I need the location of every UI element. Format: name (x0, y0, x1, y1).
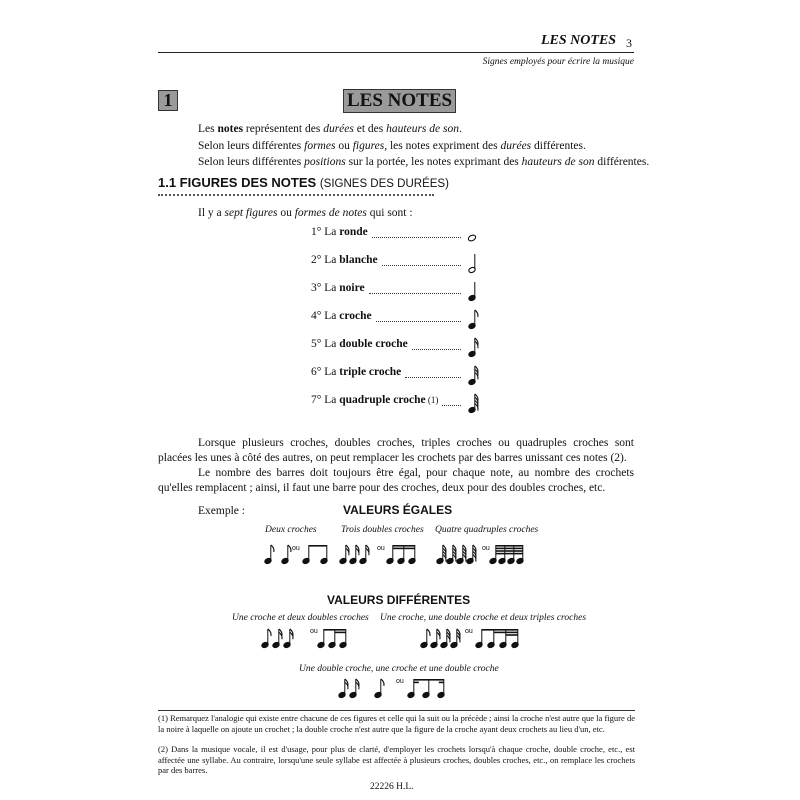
text-run: représentent des (243, 123, 324, 135)
text-run: durées (500, 139, 532, 152)
note-figure-prefix: 6° La (311, 366, 340, 378)
note-figure-prefix: 5° La (311, 338, 340, 350)
note-beam (414, 679, 444, 681)
footnote-2: (2) Dans la musique vocale, il est d'usage, pour plus de clarté, d'employer les crochets lorsqu'à chaque croche, double croche, etc., est affectée une syllabe. Au contraire, lorsqu'une seule syllabe est affectée à plusieurs croches, doubles croches, etc., on remplace les crochets par des barres. (158, 744, 635, 775)
text-run: positions (304, 156, 346, 168)
note-beam (496, 548, 523, 550)
note-beam (494, 632, 506, 634)
text-run: formes de notes (294, 207, 367, 219)
chapter-title: LES NOTES (343, 89, 456, 113)
caption-quatre-quadruples-croches: Quatre quadruples croches (435, 525, 539, 535)
note-beam (496, 550, 523, 552)
text-run: hauteurs de son (521, 156, 595, 168)
text-run: Il y a (198, 207, 225, 219)
note-beam (506, 632, 518, 634)
footnote-1: (1) Remarquez l'analogie qui existe entre chacune de ces figures et celle qui la suit ou la précède ; ainsi la croche n'est autre que la figure de la noire à laquelle on ajoute un crochet ; la double croche n'est autre que la figure de la croche ayant deux crochets au lieu d'un, etc. (158, 713, 635, 734)
ou-label: ou (396, 678, 404, 685)
caption-croche-deux-doubles: Une croche et deux doubles croches (232, 613, 369, 623)
text-run: ou (335, 139, 353, 152)
running-header-subtitle: Signes employés pour écrire la musique (482, 57, 634, 67)
text-run: sept figures (224, 207, 278, 219)
section-title: 1.1 FIGURES DES NOTES (158, 175, 317, 190)
note-figure-prefix: 2° La (311, 254, 340, 266)
text-run: qui sont : (366, 207, 413, 219)
note-figure-name: croche (339, 310, 372, 322)
text-run: différentes. (531, 139, 586, 152)
note-beam (496, 545, 523, 547)
caption-deux-croches: Deux croches (265, 525, 317, 535)
text-run: sur la portée, les notes exprimant des (345, 156, 522, 168)
note-figure-name: noire (339, 282, 365, 294)
different-values-title: VALEURS DIFFÉRENTES (327, 593, 471, 607)
note-beam (393, 545, 415, 547)
footnote-rule (158, 710, 635, 711)
chapter-number: 1 (158, 90, 178, 111)
ou-label: ou (377, 545, 385, 552)
note-figure-name: quadruple croche (339, 394, 426, 406)
running-header-title: LES NOTES (541, 33, 617, 48)
text-run: , les notes expriment des (384, 139, 501, 152)
text-run: Les (198, 123, 218, 135)
note-figure-prefix: 7° La (311, 394, 340, 406)
note-figure-prefix: 3° La (311, 282, 340, 294)
note-beam (393, 548, 415, 550)
note-beam (324, 629, 346, 631)
caption-trois-doubles-croches: Trois doubles croches (341, 525, 424, 535)
note-figure-name: double croche (339, 338, 408, 350)
paragraph-text: Lorsque plusieurs croches, doubles croches, triples croches ou quadruples croches sont placées les unes à côté des autres, on peut remplacer les crochets par des barres unissant ces notes (2). (158, 437, 634, 464)
text-run: . (458, 123, 462, 135)
note-figure-name: triple croche (339, 366, 402, 378)
section-subtitle: (SIGNES DES DURÉES) (319, 178, 449, 190)
example-label: Exemple : (198, 505, 245, 517)
text-run: hauteurs de son (386, 123, 459, 135)
caption-croche-double-deux-triples: Une croche, une double croche et deux triples croches (380, 613, 587, 623)
text-run: et des (353, 123, 387, 135)
note-beam (335, 632, 346, 634)
paragraph-text: Le nombre des barres doit toujours être égal, pour chaque note, au nombre des crochets qu'elles remplacent ; ainsi, il faut une barre pour des croches, deux pour des doubles croches, etc. (158, 467, 634, 494)
note-figure-prefix: 1° La (311, 226, 340, 238)
text-run: notes (217, 123, 244, 135)
note-figure-prefix: 4° La (311, 310, 340, 322)
footnote-ref: (1) (425, 395, 439, 405)
note-figure-name: blanche (339, 254, 378, 266)
text-run: Selon leurs différentes (198, 156, 305, 168)
text-run: différentes. (594, 156, 650, 168)
note-figure-name: ronde (339, 226, 368, 238)
caption-double-croche-double: Une double croche, une croche et une double croche (299, 664, 499, 674)
text-run: Selon leurs différentes (198, 139, 305, 152)
note-beam-stub (414, 682, 419, 684)
note-beam (482, 629, 518, 631)
page-footer: 22226 H.L. (370, 782, 414, 792)
ou-label: ou (310, 628, 318, 635)
note-beam (309, 545, 327, 547)
equal-values-title: VALEURS ÉGALES (343, 503, 453, 517)
ou-label: ou (465, 628, 473, 635)
ou-label: ou (482, 545, 490, 552)
note-beam (496, 553, 523, 555)
page-number: 3 (626, 36, 632, 50)
text-run: ou (277, 207, 295, 219)
note-beam (506, 634, 518, 636)
note-beam-stub (439, 682, 444, 684)
text-run: durées (323, 123, 354, 135)
ou-label: ou (292, 545, 300, 552)
text-run: figures (352, 139, 385, 152)
text-run: formes (304, 139, 336, 152)
